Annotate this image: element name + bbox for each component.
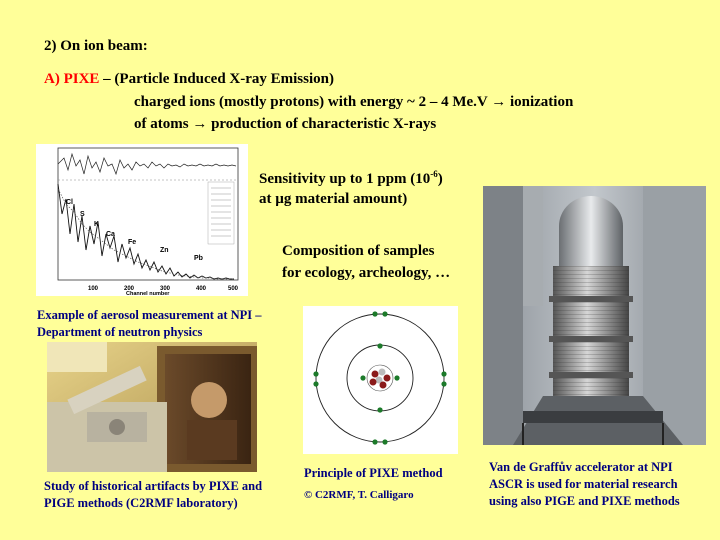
pixe-definition (44, 71, 334, 88)
spectrum-xlabel: Channel number (126, 291, 170, 296)
sensitivity-text: Sensitivity up to 1 ppm (10 (259, 171, 431, 187)
element-label-k: K (94, 221, 100, 228)
sensitivity-line2: at µg material amount) (259, 191, 408, 207)
pixe-expansion: – (Particle Induced X-ray Emission) (99, 71, 334, 87)
element-label-pb: Pb (194, 255, 203, 262)
composition-line1: Composition of samples (282, 243, 435, 259)
pixe-description-line2: charged ions (mostly protons) with energy ~ 2 – 4 Me.V → ionization (134, 94, 574, 110)
pixe-prefix: A) (44, 71, 64, 87)
element-label-fe: Fe (128, 239, 137, 246)
accelerator-caption-line2: ASCR is used for material research (489, 477, 678, 491)
pixe-spectrum-plot (36, 144, 248, 296)
pixe-description-line3: of atoms → production of characteristic X-rays (134, 116, 437, 132)
sensitivity-exponent: -6 (430, 169, 438, 179)
pixe-acronym: PIXE (63, 71, 100, 87)
xtick-500: 500 (228, 286, 239, 292)
section-heading: 2) On ion beam: (44, 38, 148, 54)
sensitivity-line1 (259, 169, 443, 188)
principle-title: Principle of PIXE method (304, 466, 443, 480)
xtick-100: 100 (88, 286, 99, 292)
sensitivity-close: ) (437, 171, 443, 187)
accelerator-caption-line3: using also PIGE and PIXE methods (489, 494, 680, 508)
xtick-200: 200 (124, 286, 135, 292)
element-label-ca: Ca (106, 231, 115, 238)
atom-diagram (303, 306, 458, 454)
principle-credit: © C2RMF, T. Calligaro (304, 489, 414, 501)
composition-line2: for ecology, archeology, … (282, 265, 451, 281)
xtick-300: 300 (160, 286, 171, 292)
element-label-s: S (80, 211, 85, 218)
aerosol-caption: Example of aerosol measurement at NPI – Department of neutron physics (37, 308, 262, 339)
painting-photo (47, 342, 257, 472)
accelerator-caption-line1: Van de Graffův accelerator at NPI (489, 460, 673, 474)
element-label-zn: Zn (160, 247, 169, 254)
artifacts-caption: Study of historical artifacts by PIXE and PIGE methods (C2RMF laboratory) (44, 479, 263, 510)
accelerator-photo (483, 186, 706, 445)
xtick-400: 400 (196, 286, 207, 292)
element-label-cl: Cl (66, 199, 73, 206)
